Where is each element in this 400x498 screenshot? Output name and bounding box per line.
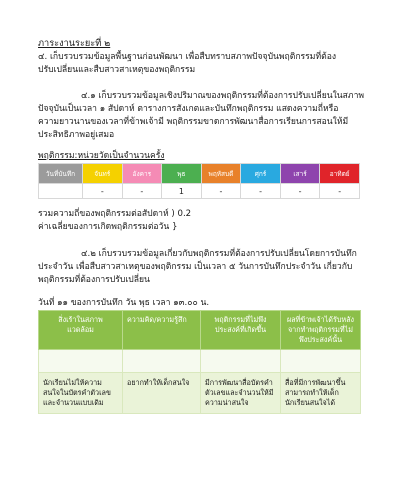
- behavior-table-value-row: [39, 184, 360, 199]
- value-wednesday-cell: 1: [162, 184, 202, 199]
- header-friday-cell: ศุกร์: [241, 164, 281, 184]
- diary-record-table: [38, 310, 361, 414]
- spacer-cell: [123, 350, 201, 373]
- diary-cell-result: สื่อที่มีการพัฒนาขึ้น สามารถทำให้เด็ก นักเรียนสนใจได้: [281, 373, 361, 414]
- section-heading: ภาระงานระยะที่ ๒: [38, 38, 111, 49]
- diary-header-thoughts: ความคิด/ความรู้สึก: [123, 311, 201, 350]
- spacer-cell: [281, 350, 361, 373]
- paragraph-4-2-line-3: พฤติกรรมที่ต้องการปรับเปลี่ยน: [38, 275, 150, 285]
- behavior-table-header-row: [39, 164, 360, 184]
- paragraph-4-1-line-3: ความยาวนานของเวลาที่ข้าพเจ้ามี พฤติกรรมขาดการพัฒนาสื่อการเรียนการสอนให้มี: [38, 117, 349, 127]
- header-date-cell: วันที่บันทึก: [39, 164, 83, 184]
- header-wednesday-cell: พุธ: [162, 164, 202, 184]
- paragraph-4-2-line-1: ๔.๒ เก็บรวบรวมข้อมูลเกี่ยวกับพฤติกรรมที่ต้องการปรับเปลี่ยนโดยการบันทึก: [81, 249, 357, 259]
- behavior-frequency-table: [38, 163, 360, 199]
- value-saturday-cell: -: [280, 184, 320, 199]
- header-saturday-cell: เสาร์: [280, 164, 320, 184]
- value-tuesday-cell: -: [122, 184, 162, 199]
- header-tuesday-cell: อังคาร: [122, 164, 162, 184]
- paragraph-4-1-line-2: ปัจจุบันเป็นเวลา ๑ สัปดาห์ ตารางการสังเกตและบันทึกพฤติกรรม แสดงความถี่หรือ: [38, 104, 339, 114]
- average-frequency-line: ค่าเฉลี่ยของการเกิดพฤติกรรมต่อวัน }: [38, 222, 178, 232]
- behavior-caption: พฤติกรรม:หน่วยวัดเป็นจำนวนครั้ง: [38, 151, 165, 161]
- diary-cell-stimulus: นักเรียนไม่ให้ความ สนใจในบัตรคำตัวเลข และจำนวนแบบเดิม: [39, 373, 123, 414]
- value-thursday-cell: -: [201, 184, 241, 199]
- paragraph-4-1-line-1: ๔.๑ เก็บรวบรวมข้อมูลเชิงปริมาณของพฤติกรรมที่ต้องการปรับเปลี่ยนในสภาพ: [81, 91, 365, 101]
- diary-table-row: [39, 373, 361, 414]
- paragraph-4-line-2: ปรับเปลี่ยนและสืบสาวสาเหตุของพฤติกรรม: [38, 65, 196, 75]
- value-friday-cell: -: [241, 184, 281, 199]
- paragraph-4-line-1: ๔. เก็บรวบรวมข้อมูลพื้นฐานก่อนพัฒนา เพื่อสืบทราบสภาพปัจจุบันพฤติกรรมที่ต้อง: [38, 52, 337, 62]
- diary-cell-thoughts: อยากทำให้เด็กสนใจ: [123, 373, 201, 414]
- paragraph-4-1-line-4: ประสิทธิภาพอยู่เสมอ: [38, 130, 115, 140]
- paragraph-4-2-line-2: ประจำวัน เพื่อสืบสาวสาเหตุของพฤติกรรม เป็นเวลา ๕ วันการบันทึกประจำวัน เกี่ยวกับ: [38, 262, 353, 272]
- spacer-cell: [39, 350, 123, 373]
- value-sunday-cell: -: [320, 184, 360, 199]
- diary-table-spacer-row: [39, 350, 361, 373]
- header-monday-cell: จันทร์: [83, 164, 123, 184]
- total-frequency-line: รวมความถี่ของพฤติกรรมต่อสัปดาห์ ) 0.2: [38, 209, 192, 219]
- diary-header-stimulus: สิ่งเร้าในสภาพ แวดล้อม: [39, 311, 123, 350]
- diary-header-behavior: พฤติกรรมที่ไม่พึง ประสงค์ที่เกิดขึ้น: [201, 311, 281, 350]
- value-date-cell: [39, 184, 83, 199]
- diary-table-header-row: [39, 311, 361, 350]
- diary-date-line: วันที่ ๑๑ ของการบันทึก วัน พุธ เวลา ๑๓.๐๐ น.: [38, 298, 210, 308]
- value-monday-cell: -: [83, 184, 123, 199]
- header-thursday-cell: พฤหัสบดี: [201, 164, 241, 184]
- diary-header-result: ผลที่ข้าพเจ้าได้รับหลัง จากทำพฤติกรรมที่ไม่ พึงประสงค์นั้น: [281, 311, 361, 350]
- diary-cell-behavior: มีการพัฒนาสื่อบัตรคำ ตัวเลขและจำนวนให้มี ความน่าสนใจ: [201, 373, 281, 414]
- header-sunday-cell: อาทิตย์: [320, 164, 360, 184]
- spacer-cell: [201, 350, 281, 373]
